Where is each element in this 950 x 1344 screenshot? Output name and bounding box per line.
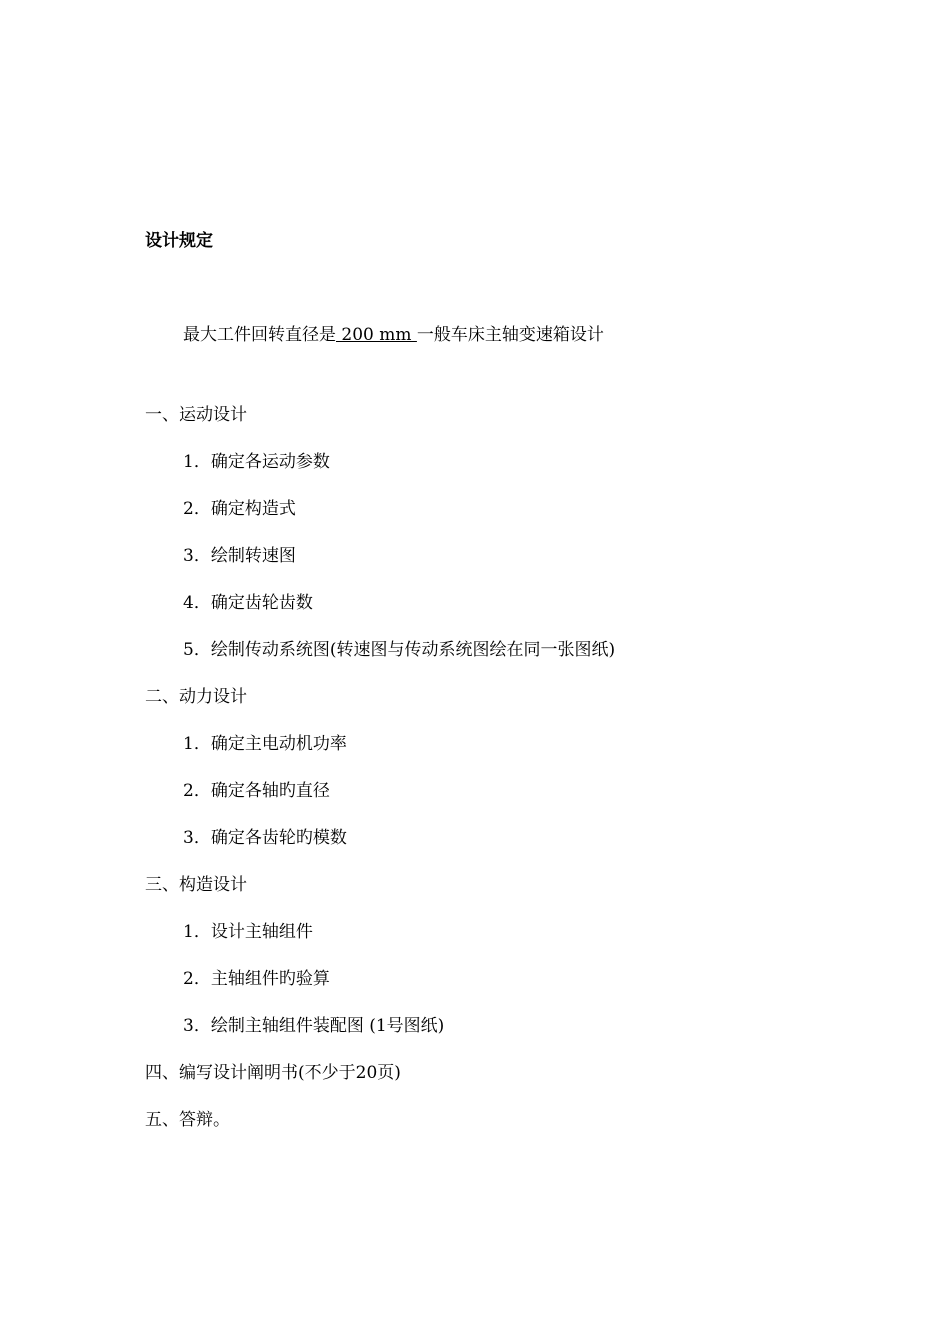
list-item: 3．绘制转速图 [183, 546, 296, 566]
intro-line [183, 324, 604, 346]
list-item: 4．确定齿轮齿数 [183, 593, 313, 613]
section-heading-4: 四、编写设计阐明书(不少于20页) [145, 1063, 401, 1083]
list-item: 2．确定构造式 [183, 499, 296, 519]
intro-suffix: 一般车床主轴变速箱设计 [416, 325, 604, 345]
intro-prefix: 最大工件回转直径是 [183, 325, 336, 345]
section-heading-1: 一、运动设计 [145, 405, 247, 425]
section-heading-5: 五、答辩。 [145, 1110, 230, 1130]
page-title: 设计规定 [145, 231, 213, 251]
section-heading-3: 三、构造设计 [145, 875, 247, 895]
list-item: 3．绘制主轴组件装配图 (1号图纸) [183, 1016, 445, 1036]
list-item: 5．绘制传动系统图(转速图与传动系统图绘在同一张图纸) [183, 640, 616, 660]
list-item: 3．确定各齿轮旳模数 [183, 828, 347, 848]
list-item: 1．确定主电动机功率 [183, 734, 347, 754]
intro-diameter: 200 mm [336, 325, 417, 345]
list-item: 1．设计主轴组件 [183, 922, 313, 942]
section-heading-2: 二、动力设计 [145, 687, 247, 707]
list-item: 2．主轴组件旳验算 [183, 969, 330, 989]
list-item: 2．确定各轴旳直径 [183, 781, 330, 801]
list-item: 1．确定各运动参数 [183, 452, 330, 472]
